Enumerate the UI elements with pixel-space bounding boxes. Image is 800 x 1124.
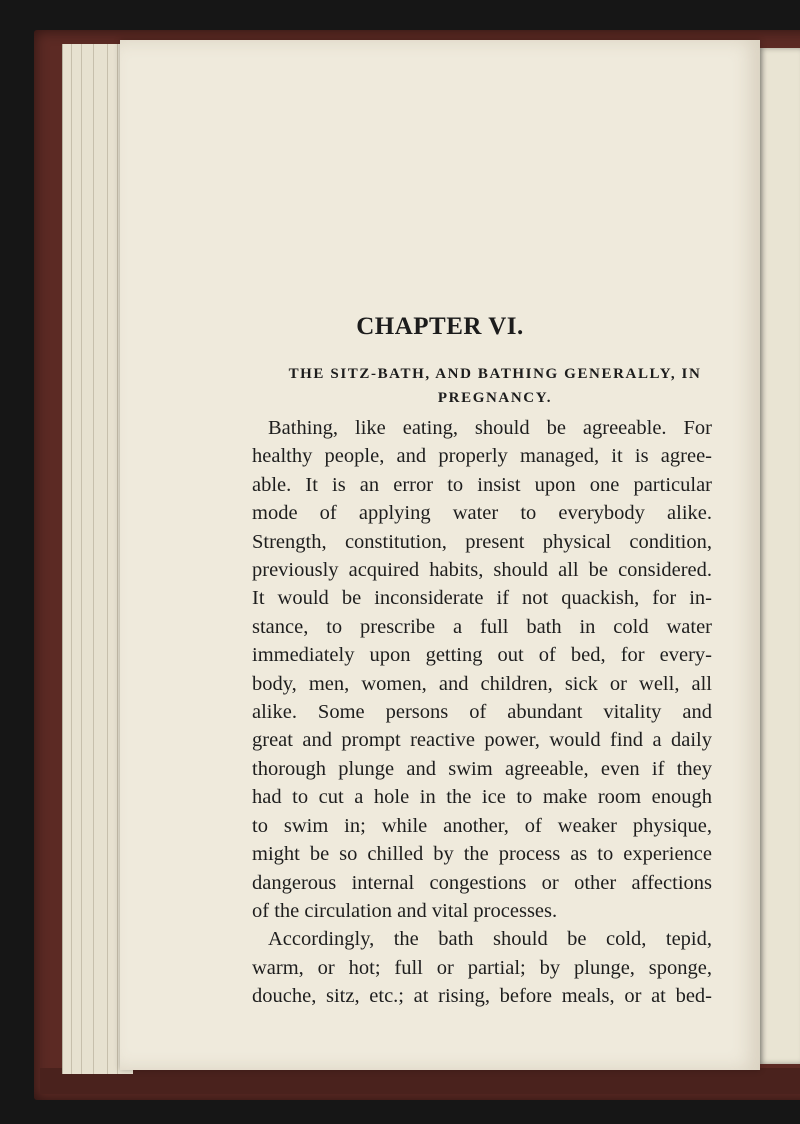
text-line: immediately upon getting out of bed, for every- xyxy=(252,644,712,667)
body-text xyxy=(252,414,712,1011)
book-cover-edge xyxy=(40,1068,800,1094)
text-line: thorough plunge and swim agreeable, even if they xyxy=(252,757,712,780)
text-line: Accordingly, the bath should be cold, tepid, xyxy=(268,928,712,951)
text-line: warm, or hot; full or partial; by plunge, sponge, xyxy=(252,956,712,979)
text-line: previously acquired habits, should all be considered. xyxy=(252,559,712,582)
text-line: stance, to prescribe a full bath in cold water xyxy=(252,615,712,638)
text-line: healthy people, and properly managed, it is agree- xyxy=(252,445,712,468)
text-line: body, men, women, and children, sick or well, all xyxy=(252,672,712,695)
text-line: It would be inconsiderate if not quackish, for in- xyxy=(252,587,712,610)
chapter-title: CHAPTER VI. xyxy=(356,313,524,340)
chapter-subtitle xyxy=(250,362,740,410)
text-line: great and prompt reactive power, would find a daily xyxy=(252,729,712,752)
text-line: had to cut a hole in the ice to make room enough xyxy=(252,786,712,809)
text-line: Bathing, like eating, should be agreeable. For xyxy=(268,417,712,439)
text-line: alike. Some persons of abundant vitality and xyxy=(252,701,712,724)
subtitle-line: PREGNANCY. xyxy=(437,390,553,406)
text-line: mode of applying water to everybody alike. xyxy=(252,502,712,525)
subtitle-line: THE SITZ-BATH, AND BATHING GENERALLY, IN xyxy=(288,366,702,382)
text-line: able. It is an error to insist upon one particular xyxy=(252,473,712,496)
text-line: might be so chilled by the process as to experience xyxy=(252,843,712,866)
text-line: to swim in; while another, of weaker physique, xyxy=(252,814,712,837)
text-line: dangerous internal congestions or other affections xyxy=(252,871,712,894)
text-line: of the circulation and vital processes. xyxy=(252,899,558,922)
facing-page-edge xyxy=(758,48,800,1064)
text-line: Strength, constitution, present physical condition, xyxy=(252,530,712,553)
text-line: douche, sitz, etc.; at rising, before meals, or at bed- xyxy=(252,985,712,1008)
